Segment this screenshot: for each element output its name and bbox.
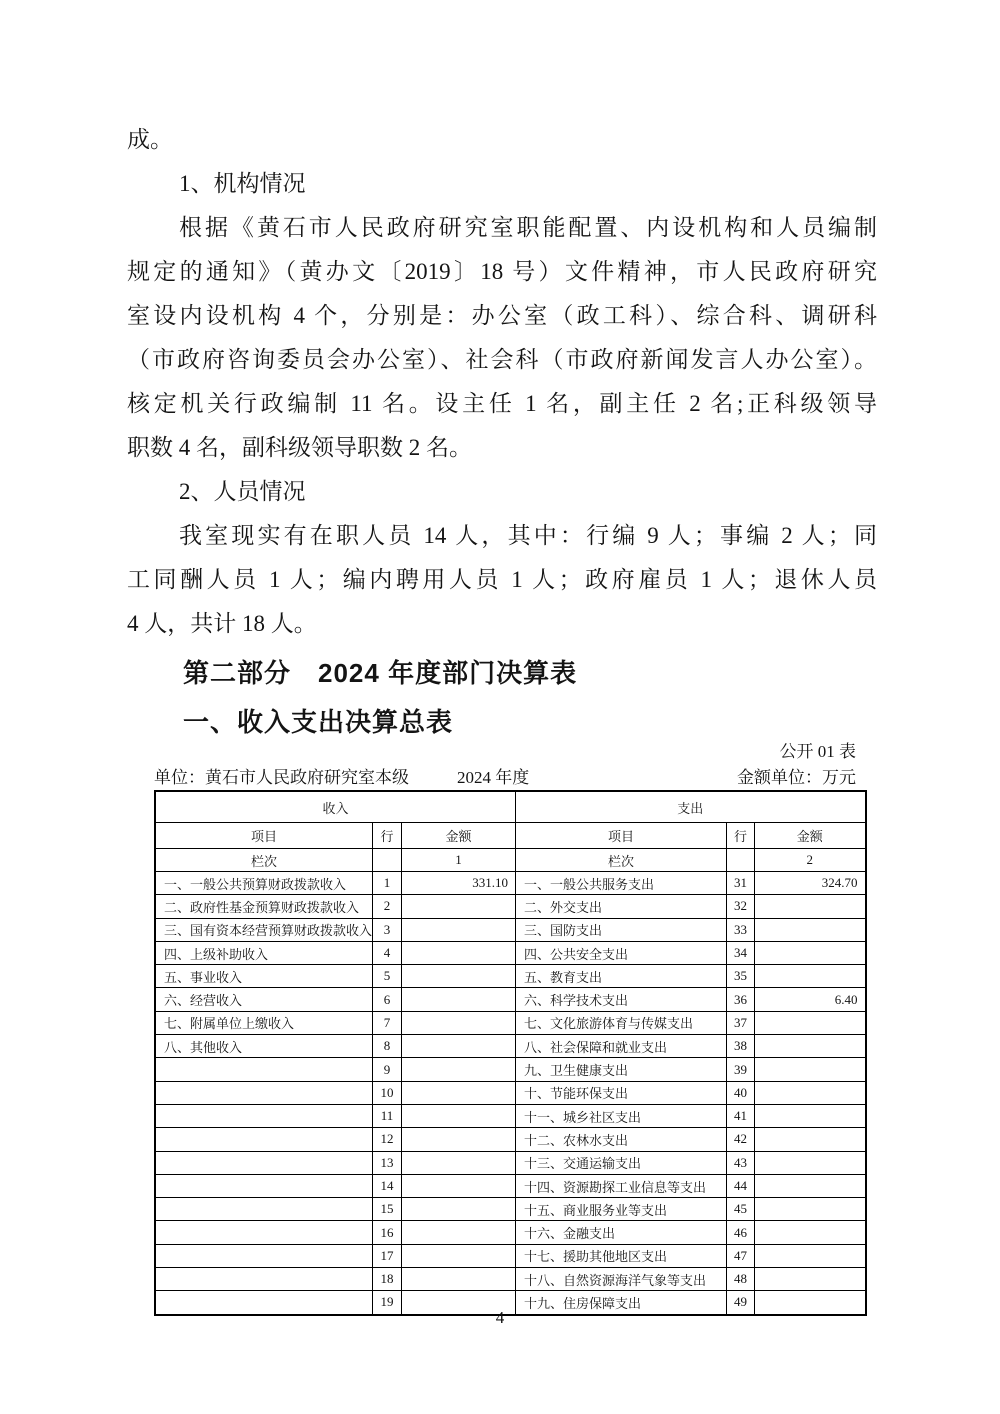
expense-amount-cell [755, 1081, 866, 1104]
expense-line-cell: 37 [727, 1011, 755, 1034]
table-row [155, 1081, 866, 1104]
expense-amount-cell: 324.70 [755, 872, 866, 895]
expense-amount-cell [755, 1174, 866, 1197]
heading-table1: 一、收入支出决算总表 [183, 707, 454, 737]
income-amount-cell [402, 1104, 516, 1127]
body-line: 1、机构情况 [179, 171, 306, 196]
table-row [155, 988, 866, 1011]
expense-item-cell: 二、外交支出 [516, 895, 727, 918]
expense-amount-cell [755, 1035, 866, 1058]
income-amount-cell [402, 1198, 516, 1221]
page-number: 4 [495, 1308, 505, 1327]
body-line: 我室现实有在职人员 14 人，其中：行编 9 人；事编 2 人；同 [179, 523, 877, 548]
table-row [155, 1174, 866, 1197]
amount-unit: 金额单位：万元 [737, 768, 856, 787]
expense-amount-cell [755, 1011, 866, 1034]
income-item-cell [155, 1104, 373, 1127]
expense-item-cell: 十六、金融支出 [516, 1221, 727, 1244]
income-line-cell: 7 [373, 1011, 402, 1034]
lanci-blank [373, 849, 402, 872]
income-line-cell: 10 [373, 1081, 402, 1104]
expense-amount-cell [755, 1198, 866, 1221]
income-item-cell [155, 1221, 373, 1244]
expense-item-cell: 十二、农林水支出 [516, 1128, 727, 1151]
lanci-row [155, 849, 866, 872]
income-amount-cell [402, 1035, 516, 1058]
expense-item-cell: 七、文化旅游体育与传媒支出 [516, 1011, 727, 1034]
expense-line-cell: 48 [727, 1268, 755, 1291]
expense-item-cell: 十一、城乡社区支出 [516, 1104, 727, 1127]
income-group-header: 收入 [155, 791, 516, 823]
heading-part2: 第二部分 2024 年度部门决算表 [183, 658, 578, 688]
body-line: 根据《黄石市人民政府研究室职能配置、内设机构和人员编制 [179, 215, 877, 240]
body-line: 规定的通知》（黄办文〔2019〕18 号）文件精神，市人民政府研究 [127, 259, 877, 284]
expense-line-cell: 39 [727, 1058, 755, 1081]
body-text [127, 118, 877, 646]
income-line-cell: 3 [373, 918, 402, 941]
public-table-label: 公开 01 表 [779, 742, 856, 761]
col-header-item: 项目 [516, 823, 727, 849]
body-line: 职数 4 名，副科级领导职数 2 名。 [127, 435, 472, 460]
expense-amount-cell [755, 895, 866, 918]
income-line-cell: 8 [373, 1035, 402, 1058]
expense-item-cell: 十、节能环保支出 [516, 1081, 727, 1104]
col-header-line: 行 [727, 823, 755, 849]
lanci-expense-number: 2 [755, 849, 866, 872]
expense-line-cell: 36 [727, 988, 755, 1011]
income-amount-cell [402, 965, 516, 988]
expense-amount-cell [755, 1244, 866, 1267]
expense-item-cell: 十七、援助其他地区支出 [516, 1244, 727, 1267]
expense-item-cell: 八、社会保障和就业支出 [516, 1035, 727, 1058]
income-line-cell: 11 [373, 1104, 402, 1127]
income-item-cell: 八、其他收入 [155, 1035, 373, 1058]
expense-line-cell: 38 [727, 1035, 755, 1058]
expense-amount-cell: 6.40 [755, 988, 866, 1011]
income-amount-cell [402, 1128, 516, 1151]
income-amount-cell [402, 1151, 516, 1174]
col-header-line: 行 [373, 823, 402, 849]
expense-line-cell: 32 [727, 895, 755, 918]
income-amount-cell [402, 1081, 516, 1104]
income-line-cell: 13 [373, 1151, 402, 1174]
table-row [155, 895, 866, 918]
income-amount-cell [402, 1244, 516, 1267]
income-line-cell: 12 [373, 1128, 402, 1151]
body-line: 成。 [127, 127, 173, 152]
lanci-label: 栏次 [155, 849, 373, 872]
expense-item-cell: 六、科学技术支出 [516, 988, 727, 1011]
group-header-row [155, 791, 866, 823]
income-item-cell: 二、政府性基金预算财政拨款收入 [155, 895, 373, 918]
income-amount-cell [402, 1268, 516, 1291]
income-expense-table [154, 790, 867, 1316]
income-item-cell: 六、经营收入 [155, 988, 373, 1011]
table-row [155, 1104, 866, 1127]
table-unit-line [154, 767, 856, 789]
income-line-cell: 2 [373, 895, 402, 918]
expense-line-cell: 34 [727, 941, 755, 964]
expense-amount-cell [755, 918, 866, 941]
income-item-cell: 一、一般公共预算财政拨款收入 [155, 872, 373, 895]
income-item-cell [155, 1268, 373, 1291]
expense-item-cell: 四、公共安全支出 [516, 941, 727, 964]
table-row [155, 965, 866, 988]
expense-amount-cell [755, 1221, 866, 1244]
income-amount-cell [402, 1174, 516, 1197]
table-row [155, 1035, 866, 1058]
table-row [155, 1128, 866, 1151]
income-item-cell: 七、附属单位上缴收入 [155, 1011, 373, 1034]
col-header-amount: 金额 [402, 823, 516, 849]
body-line: 工同酬人员 1 人；编内聘用人员 1 人；政府雇员 1 人；退休人员 [127, 567, 877, 592]
expense-amount-cell [755, 1128, 866, 1151]
income-line-cell: 4 [373, 941, 402, 964]
expense-line-cell: 44 [727, 1174, 755, 1197]
table-row [155, 1198, 866, 1221]
expense-item-cell: 九、卫生健康支出 [516, 1058, 727, 1081]
income-line-cell: 19 [373, 1291, 402, 1315]
table-row [155, 941, 866, 964]
income-item-cell [155, 1151, 373, 1174]
income-amount-cell [402, 988, 516, 1011]
expense-line-cell: 31 [727, 872, 755, 895]
income-line-cell: 5 [373, 965, 402, 988]
expense-line-cell: 49 [727, 1291, 755, 1315]
expense-line-cell: 41 [727, 1104, 755, 1127]
lanci-blank [727, 849, 755, 872]
income-line-cell: 15 [373, 1198, 402, 1221]
expense-item-cell: 十三、交通运输支出 [516, 1151, 727, 1174]
expense-item-cell: 十八、自然资源海洋气象等支出 [516, 1268, 727, 1291]
income-item-cell [155, 1058, 373, 1081]
expense-amount-cell [755, 941, 866, 964]
expense-item-cell: 十九、住房保障支出 [516, 1291, 727, 1315]
body-line: 室设内设机构 4 个，分别是：办公室（政工科）、综合科、调研科 [127, 303, 877, 328]
expense-amount-cell [755, 965, 866, 988]
expense-line-cell: 47 [727, 1244, 755, 1267]
expense-line-cell: 35 [727, 965, 755, 988]
income-item-cell: 四、上级补助收入 [155, 941, 373, 964]
income-amount-cell: 331.10 [402, 872, 516, 895]
income-item-cell [155, 1244, 373, 1267]
income-line-cell: 16 [373, 1221, 402, 1244]
table-body [155, 872, 866, 1315]
col-header-item: 项目 [155, 823, 373, 849]
expense-item-cell: 五、教育支出 [516, 965, 727, 988]
expense-amount-cell [755, 1268, 866, 1291]
table-row [155, 1151, 866, 1174]
income-line-cell: 14 [373, 1174, 402, 1197]
table-row [155, 918, 866, 941]
fiscal-year: 2024 年度 [457, 768, 530, 787]
income-amount-cell [402, 918, 516, 941]
col-header-amount: 金额 [755, 823, 866, 849]
table-row [155, 1058, 866, 1081]
table-row [155, 872, 866, 895]
expense-item-cell: 十四、资源勘探工业信息等支出 [516, 1174, 727, 1197]
income-item-cell [155, 1198, 373, 1221]
column-header-row [155, 823, 866, 849]
expense-amount-cell [755, 1104, 866, 1127]
expense-line-cell: 42 [727, 1128, 755, 1151]
expense-item-cell: 三、国防支出 [516, 918, 727, 941]
income-item-cell [155, 1174, 373, 1197]
income-item-cell: 五、事业收入 [155, 965, 373, 988]
expense-amount-cell [755, 1058, 866, 1081]
body-line: 4 人，共计 18 人。 [127, 611, 317, 636]
body-line: 2、人员情况 [179, 479, 306, 504]
income-amount-cell [402, 895, 516, 918]
income-line-cell: 18 [373, 1268, 402, 1291]
expense-item-cell: 一、一般公共服务支出 [516, 872, 727, 895]
unit-name: 单位：黄石市人民政府研究室本级 [154, 768, 409, 787]
expense-line-cell: 33 [727, 918, 755, 941]
lanci-label: 栏次 [516, 849, 727, 872]
expense-line-cell: 46 [727, 1221, 755, 1244]
expense-line-cell: 43 [727, 1151, 755, 1174]
income-line-cell: 6 [373, 988, 402, 1011]
income-line-cell: 9 [373, 1058, 402, 1081]
income-amount-cell [402, 1221, 516, 1244]
table-row [155, 1221, 866, 1244]
income-item-cell [155, 1081, 373, 1104]
expense-line-cell: 40 [727, 1081, 755, 1104]
expense-amount-cell [755, 1151, 866, 1174]
expense-group-header: 支出 [516, 791, 866, 823]
income-item-cell [155, 1128, 373, 1151]
income-amount-cell [402, 941, 516, 964]
expense-item-cell: 十五、商业服务业等支出 [516, 1198, 727, 1221]
income-amount-cell [402, 1058, 516, 1081]
table-row [155, 1244, 866, 1267]
lanci-income-number: 1 [402, 849, 516, 872]
table-row [155, 1268, 866, 1291]
table-row [155, 1011, 866, 1034]
body-line: （市政府咨询委员会办公室）、社会科（市政府新闻发言人办公室）。 [127, 347, 877, 372]
income-item-cell: 三、国有资本经营预算财政拨款收入 [155, 918, 373, 941]
income-line-cell: 1 [373, 872, 402, 895]
income-line-cell: 17 [373, 1244, 402, 1267]
expense-line-cell: 45 [727, 1198, 755, 1221]
income-amount-cell [402, 1011, 516, 1034]
body-line: 核定机关行政编制 11 名。设主任 1 名，副主任 2 名;正科级领导 [127, 391, 877, 416]
